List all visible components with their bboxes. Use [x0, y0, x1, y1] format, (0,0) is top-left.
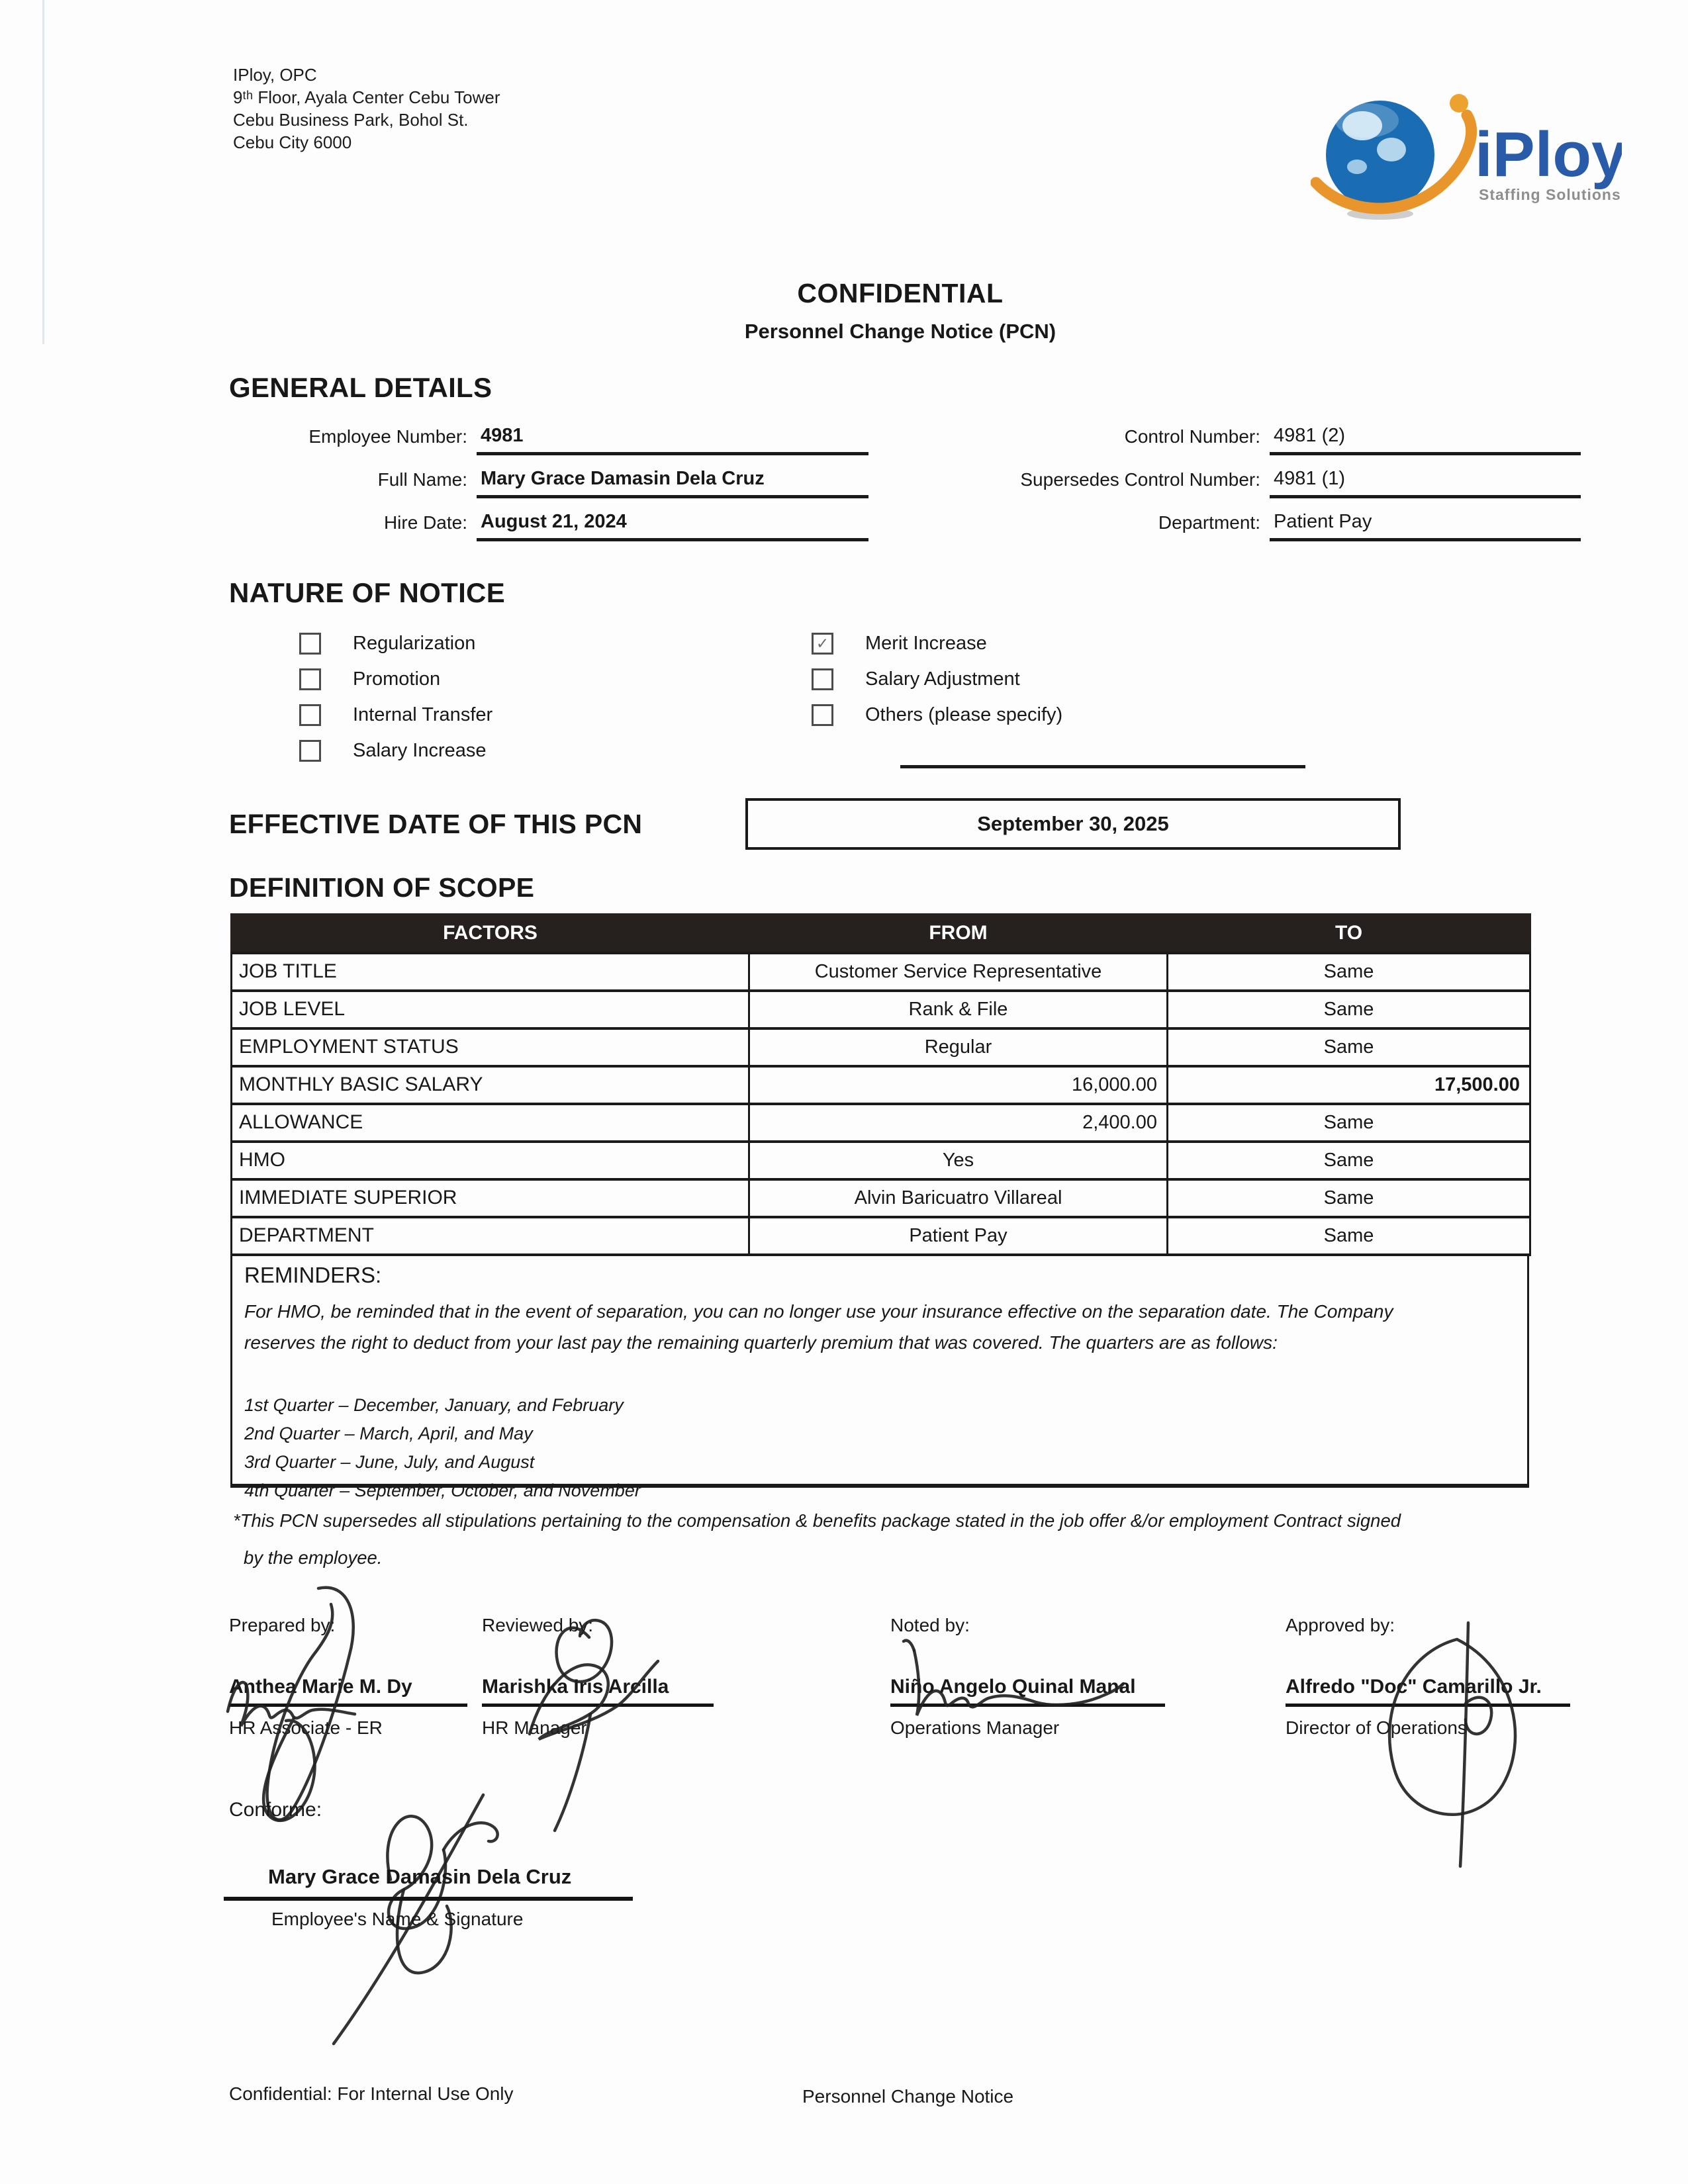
control-number-value: 4981 (2) — [1270, 424, 1581, 455]
doc-title: CONFIDENTIAL — [797, 278, 1004, 308]
address-line: IPloy, OPC — [233, 65, 317, 85]
to-cell: 17,500.00 — [1168, 1066, 1530, 1104]
general-details-left — [233, 424, 868, 553]
option-label: Regularization — [353, 632, 476, 654]
to-cell: Same — [1168, 1028, 1530, 1066]
factor-cell: EMPLOYMENT STATUS — [232, 1028, 749, 1066]
reminders-quarters — [244, 1391, 1515, 1505]
table-row-hmo — [232, 1142, 1530, 1179]
reminders-heading: REMINDERS: — [244, 1263, 382, 1287]
option-regularization — [299, 625, 492, 661]
option-label: Others (please specify) — [865, 704, 1063, 725]
table-row-employment-status — [232, 1028, 1530, 1066]
effective-date-box — [745, 798, 1401, 850]
field-employee-number — [233, 424, 868, 467]
company-logo — [1311, 85, 1622, 224]
quarter-line: 2nd Quarter – March, April, and May — [244, 1424, 533, 1443]
scope-table — [230, 913, 1531, 1256]
table-row-department — [232, 1217, 1530, 1255]
reminders-paragraph: For HMO, be reminded that in the event of separation, you can no longer use your insurance effective on the separation date. The Company reserves the right to deduct from your last pay the remaining quarterly premium that was covered. The quarters are as follows: — [244, 1301, 1393, 1353]
general-details-right — [940, 424, 1581, 553]
to-cell: Same — [1168, 953, 1530, 991]
signatory-reviewed-by — [482, 1615, 714, 1739]
option-label: Salary Adjustment — [865, 668, 1020, 690]
field-full-name — [233, 467, 868, 510]
option-merit-increase — [812, 625, 1062, 661]
employee-number-value: 4981 — [477, 424, 868, 455]
checkbox-merit-increase[interactable]: ✓ — [812, 633, 833, 655]
nature-of-notice-heading: NATURE OF NOTICE — [229, 577, 506, 608]
field-control-number — [940, 424, 1581, 467]
logo-tagline-text: Staffing Solutions — [1479, 186, 1621, 203]
factor-cell: ALLOWANCE — [232, 1104, 749, 1142]
address-line: Cebu Business Park, Bohol St. — [233, 110, 469, 130]
signatory-name: Niño Angelo Quinal Manal — [890, 1676, 1165, 1707]
nature-options-left — [299, 625, 492, 768]
from-cell: Customer Service Representative — [749, 953, 1168, 991]
signatory-prepared-by — [229, 1615, 467, 1739]
field-label: Control Number: — [1124, 426, 1260, 447]
signatory-noted-by — [890, 1615, 1165, 1739]
swoosh-dot-icon — [1450, 94, 1468, 113]
signatory-heading: Prepared by: — [229, 1615, 336, 1635]
general-details-heading: GENERAL DETAILS — [229, 372, 492, 403]
option-others — [812, 697, 1062, 733]
signatory-name: Alfredo "Doc" Camarillo Jr. — [1286, 1676, 1570, 1707]
option-salary-adjustment — [812, 661, 1062, 697]
checkbox-others[interactable] — [812, 704, 833, 726]
nature-options-right — [812, 625, 1062, 733]
checkbox-promotion[interactable] — [299, 668, 321, 690]
to-cell: Same — [1168, 1179, 1530, 1217]
factor-cell: MONTHLY BASIC SALARY — [232, 1066, 749, 1104]
company-address — [233, 64, 500, 154]
factor-cell: HMO — [232, 1142, 749, 1179]
logo-brand-text: iPloy — [1475, 119, 1622, 190]
field-department — [940, 510, 1581, 553]
footnote — [233, 1510, 1401, 1569]
table-row-job-title — [232, 953, 1530, 991]
signatory-title: Operations Manager — [890, 1717, 1060, 1738]
reminders-box — [230, 1256, 1529, 1500]
table-row-allowance — [232, 1104, 1530, 1142]
footnote-line: by the employee. — [244, 1547, 383, 1568]
signatory-heading: Approved by: — [1286, 1615, 1395, 1635]
signatory-name: Anthea Marie M. Dy — [229, 1676, 467, 1707]
col-header-from: FROM — [749, 915, 1168, 953]
conforme-caption: Employee's Name & Signature — [271, 1909, 524, 1929]
others-specify-line[interactable] — [900, 765, 1305, 768]
option-label: Salary Increase — [353, 739, 487, 761]
table-row-job-level — [232, 991, 1530, 1028]
table-row-monthly-basic-salary — [232, 1066, 1530, 1104]
doc-subtitle: Personnel Change Notice (PCN) — [744, 320, 1056, 343]
iploy-logo-icon — [1311, 85, 1622, 224]
field-supersedes-control-number — [940, 467, 1581, 510]
factor-cell: JOB TITLE — [232, 953, 749, 991]
col-header-factors: FACTORS — [232, 915, 749, 953]
from-cell: 16,000.00 — [749, 1066, 1168, 1104]
field-label: Employee Number: — [308, 426, 467, 447]
from-cell: Rank & File — [749, 991, 1168, 1028]
checkbox-salary-increase[interactable] — [299, 740, 321, 762]
quarter-line: 4th Quarter – September, October, and November — [244, 1480, 641, 1500]
field-label: Department: — [1158, 512, 1260, 533]
globe-continent — [1377, 138, 1406, 161]
conforme-heading: Conforme: — [229, 1799, 322, 1821]
signatory-title: Director of Operations — [1286, 1717, 1467, 1738]
scan-artifact-line — [42, 0, 44, 344]
factor-cell: JOB LEVEL — [232, 991, 749, 1028]
title-block — [232, 278, 1569, 343]
footnote-line: *This PCN supersedes all stipulations pertaining to the compensation & benefits package stated in the job offer &/or employment Contract signed — [233, 1510, 1401, 1531]
signatory-name: Marishka Iris Arcilla — [482, 1676, 714, 1707]
supersedes-control-number-value: 4981 (1) — [1270, 467, 1581, 498]
full-name-value: Mary Grace Damasin Dela Cruz — [477, 467, 868, 498]
effective-date-value: September 30, 2025 — [977, 812, 1169, 835]
to-cell: Same — [1168, 1104, 1530, 1142]
field-hire-date — [233, 510, 868, 553]
signatory-heading: Noted by: — [890, 1615, 970, 1635]
signatory-heading: Reviewed by: — [482, 1615, 594, 1635]
from-cell: Patient Pay — [749, 1217, 1168, 1255]
option-label: Internal Transfer — [353, 704, 493, 725]
table-row-immediate-superior — [232, 1179, 1530, 1217]
address-line: 9ᵗʰ Floor, Ayala Center Cebu Tower — [233, 87, 500, 107]
from-cell: Yes — [749, 1142, 1168, 1179]
to-cell: Same — [1168, 1142, 1530, 1179]
factor-cell: DEPARTMENT — [232, 1217, 749, 1255]
quarter-line: 3rd Quarter – June, July, and August — [244, 1452, 535, 1472]
field-label: Supersedes Control Number: — [1020, 469, 1260, 490]
footer-confidential-note: Confidential: For Internal Use Only — [229, 2083, 514, 2104]
definition-of-scope-heading: DEFINITION OF SCOPE — [229, 872, 535, 903]
globe-gloss — [1335, 103, 1399, 138]
conforme-employee-name: Mary Grace Damasin Dela Cruz — [268, 1865, 572, 1888]
signatory-title: HR Associate - ER — [229, 1717, 383, 1738]
factor-cell: IMMEDIATE SUPERIOR — [232, 1179, 749, 1217]
option-promotion — [299, 661, 492, 697]
option-salary-increase — [299, 733, 492, 768]
department-value: Patient Pay — [1270, 510, 1581, 541]
address-line: Cebu City 6000 — [233, 132, 352, 152]
from-cell: Alvin Baricuatro Villareal — [749, 1179, 1168, 1217]
signatory-approved-by — [1286, 1615, 1570, 1739]
scope-table-header-row — [232, 915, 1530, 953]
globe-continent — [1347, 159, 1367, 174]
effective-date-heading: EFFECTIVE DATE OF THIS PCN — [229, 809, 643, 839]
from-cell: 2,400.00 — [749, 1104, 1168, 1142]
checkbox-salary-adjustment[interactable] — [812, 668, 833, 690]
hire-date-value: August 21, 2024 — [477, 510, 868, 541]
option-internal-transfer — [299, 697, 492, 733]
col-header-to: TO — [1168, 915, 1530, 953]
to-cell: Same — [1168, 1217, 1530, 1255]
option-label: Promotion — [353, 668, 441, 690]
conforme-signature-line[interactable] — [224, 1897, 633, 1901]
footer-doc-name: Personnel Change Notice — [802, 2086, 1014, 2107]
checkbox-internal-transfer[interactable] — [299, 704, 321, 726]
checkbox-regularization[interactable] — [299, 633, 321, 655]
field-label: Hire Date: — [383, 512, 467, 533]
quarter-line: 1st Quarter – December, January, and February — [244, 1395, 624, 1415]
field-label: Full Name: — [377, 469, 467, 490]
from-cell: Regular — [749, 1028, 1168, 1066]
option-label: Merit Increase — [865, 632, 987, 654]
to-cell: Same — [1168, 991, 1530, 1028]
signatory-title: HR Manager — [482, 1717, 587, 1738]
